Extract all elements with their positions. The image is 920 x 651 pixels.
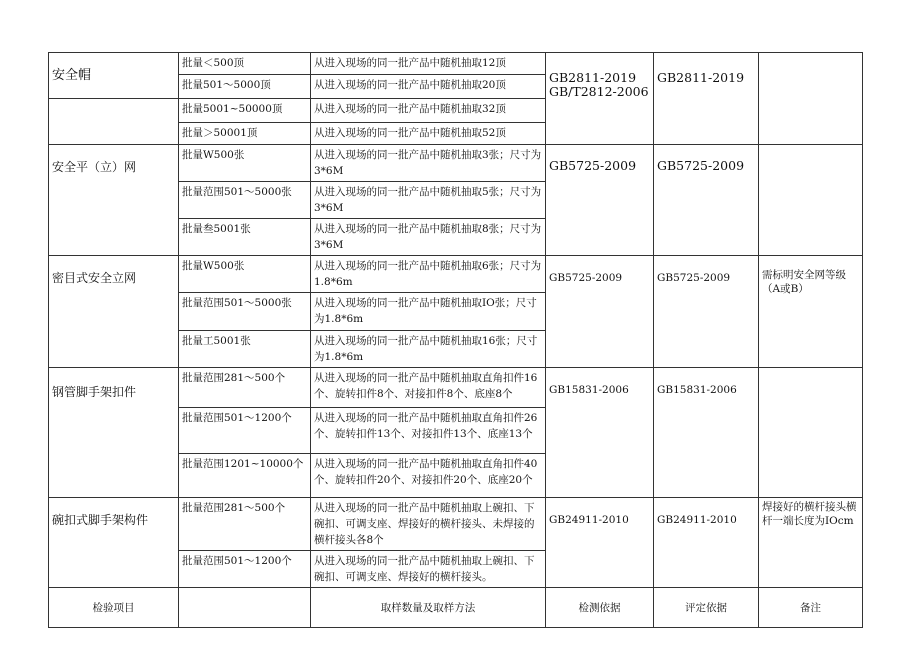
test-basis-cell: GB2811-2019 GB/T2812-2006 <box>546 53 654 145</box>
method-cell: 从进入现场的同一批产品中随机抽取52顶 <box>311 123 546 145</box>
method-cell: 从进入现场的同一批产品中随机抽取32顶 <box>311 99 546 123</box>
header-test-basis: 检测依据 <box>546 588 654 628</box>
note-cell <box>759 53 863 145</box>
header-row <box>49 588 863 628</box>
item-cell: 安全帽 <box>49 53 179 99</box>
evaluation-basis-cell: GB2811-2019 <box>654 53 759 145</box>
note-cell: 需标明安全网等级（A或B） <box>759 256 863 368</box>
batch-cell: 批量W500张 <box>179 256 311 293</box>
method-cell: 从进入现场的同一批产品中随机抽取上碗扣、下碗扣、可调支座、焊接好的横杆接头、未焊接的横杆接头各8个 <box>311 498 546 551</box>
item-cell: 碗扣式脚手架构件 <box>49 498 179 588</box>
test-basis-cell: GB15831-2006 <box>546 368 654 498</box>
item-cell: 密目式安全立网 <box>49 256 179 368</box>
batch-cell: 批量501～5000顶 <box>179 75 311 99</box>
table-row <box>49 145 863 182</box>
batch-cell: 批量＜500顶 <box>179 53 311 75</box>
table-row <box>49 498 863 551</box>
note-cell: 焊接好的横杆接头横杆一端长度为IOcm <box>759 498 863 588</box>
table-row <box>49 368 863 408</box>
method-cell: 从进入现场的同一批产品中随机抽取16张；尺寸为1.8*6m <box>311 331 546 368</box>
note-cell <box>759 368 863 498</box>
method-cell: 从进入现场的同一批产品中随机抽取直角扣件26个、旋转扣件13个、对接扣件13个、底座13个 <box>311 408 546 454</box>
evaluation-basis-cell: GB24911-2010 <box>654 498 759 588</box>
header-batch <box>179 588 311 628</box>
batch-cell: 批量范围501～5000张 <box>179 293 311 331</box>
inspection-table <box>48 52 863 628</box>
table-row <box>49 256 863 293</box>
evaluation-basis-cell: GB5725-2009 <box>654 256 759 368</box>
method-cell: 从进入现场的同一批产品中随机抽取直角扣件40个、旋转扣件20个、对接扣件20个、底座20个 <box>311 454 546 498</box>
inspection-table-container <box>48 52 863 628</box>
test-basis-cell: GB5725-2009 <box>546 256 654 368</box>
header-item: 检验项目 <box>49 588 179 628</box>
method-cell: 从进入现场的同一批产品中随机抽取5张；尺寸为3*6M <box>311 182 546 219</box>
method-cell: 从进入现场的同一批产品中随机抽取上碗扣、下碗扣、可调支座、焊接好的横杆接头。 <box>311 551 546 588</box>
item-cell: 安全平（立）网 <box>49 145 179 256</box>
header-evaluation-basis: 评定依据 <box>654 588 759 628</box>
batch-cell: 批量5001~50000顶 <box>179 99 311 123</box>
header-note: 备注 <box>759 588 863 628</box>
method-cell: 从进入现场的同一批产品中随机抽取8张；尺寸为3*6M <box>311 219 546 256</box>
batch-cell: 批量＞50001顶 <box>179 123 311 145</box>
method-cell: 从进入现场的同一批产品中随机抽取IO张；尺寸为1.8*6m <box>311 293 546 331</box>
note-cell <box>759 145 863 256</box>
batch-cell: 批量范围1201~10000个 <box>179 454 311 498</box>
batch-cell: 批量范围281～500个 <box>179 368 311 408</box>
method-cell: 从进入现场的同一批产品中随机抽取12顶 <box>311 53 546 75</box>
evaluation-basis-cell: GB5725-2009 <box>654 145 759 256</box>
batch-cell: 批量范围281～500个 <box>179 498 311 551</box>
test-basis-cell: GB5725-2009 <box>546 145 654 256</box>
header-method: 取样数量及取样方法 <box>311 588 546 628</box>
method-cell: 从进入现场的同一批产品中随机抽取3张；尺寸为3*6M <box>311 145 546 182</box>
method-cell: 从进入现场的同一批产品中随机抽取直角扣件16个、旋转扣件8个、对接扣件8个、底座8个 <box>311 368 546 408</box>
batch-cell: 批量范围501～1200个 <box>179 408 311 454</box>
test-basis-cell: GB24911-2010 <box>546 498 654 588</box>
batch-cell: 批量范围501～5000张 <box>179 182 311 219</box>
batch-cell: 批量工5001张 <box>179 331 311 368</box>
method-cell: 从进入现场的同一批产品中随机抽取6张；尺寸为1.8*6m <box>311 256 546 293</box>
method-cell: 从进入现场的同一批产品中随机抽取20顶 <box>311 75 546 99</box>
batch-cell: 批量叁5001张 <box>179 219 311 256</box>
item-cell: 钢管脚手架扣件 <box>49 368 179 498</box>
evaluation-basis-cell: GB15831-2006 <box>654 368 759 498</box>
table-row <box>49 53 863 75</box>
batch-cell: 批量范围501～1200个 <box>179 551 311 588</box>
batch-cell: 批量W500张 <box>179 145 311 182</box>
item-cell-continuation <box>49 99 179 145</box>
